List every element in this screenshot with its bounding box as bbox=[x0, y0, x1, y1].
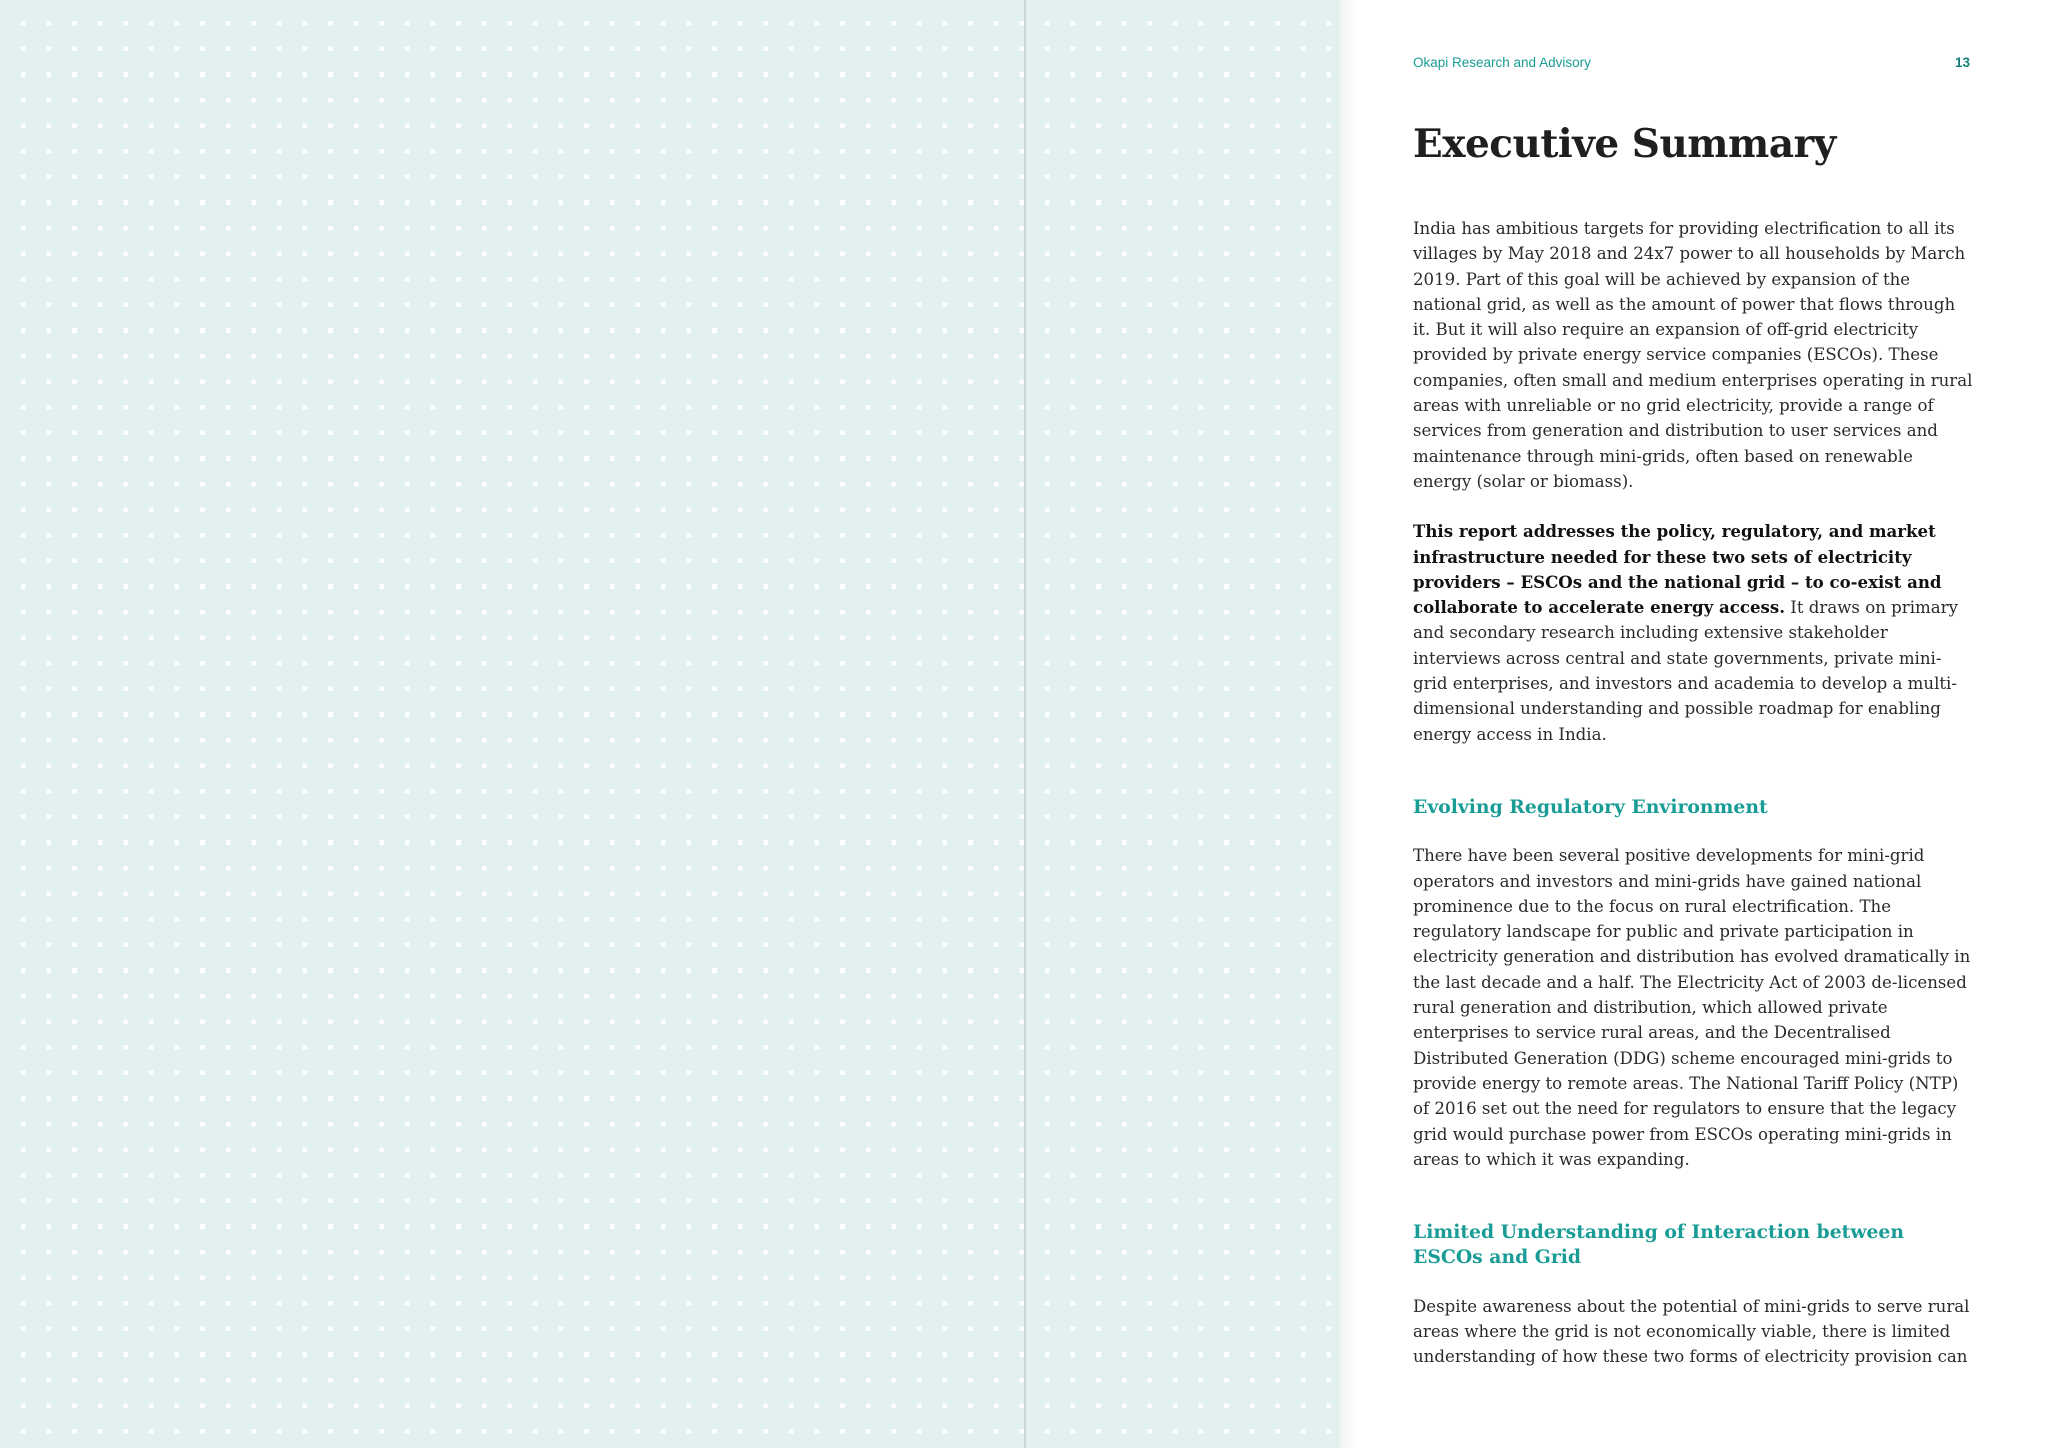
report-paragraph bbox=[1413, 519, 1973, 747]
section-body-escos-grid: Despite awareness about the potential of mini-grids to serve rural areas where the grid is not economically viable, there is limited understanding of how these two forms of electricity provision can bbox=[1413, 1296, 1970, 1367]
page-title: Executive Summary bbox=[1413, 121, 1836, 167]
page-number: 13 bbox=[1954, 55, 1970, 70]
intro-paragraph: India has ambitious targets for providing electrification to all its villages by May 2018 and 24x7 power to all households by March 2019. Part of this goal will be achieved by expansion of the national grid, as well as the amount of power that flows through it. But it will also require an expansion of off-grid electricity provided by private energy service companies (ESCOs). These companies, often small and medium enterprises operating in rural areas with unreliable or no grid electricity, provide a range of services from generation and distribution to user services and maintenance through mini-grids, often based on renewable energy (solar or biomass). bbox=[1413, 219, 1973, 491]
page-divider-line bbox=[1024, 0, 1026, 1448]
section-heading-escos-grid: Limited Understanding of Interaction between ESCOs and Grid bbox=[1413, 1221, 1905, 1269]
section-body-regulatory: There have been several positive developments for mini-grid operators and investors and mini-grids have gained national prominence due to the focus on rural electrification. The regulatory landscape for public and private participation in electricity generation and distribution has evolved dramatically in the last decade and a half. The Electricity Act of 2003 de-licensed rural generation and distribution, which allowed private enterprises to service rural areas, and the Decentralised Distributed Generation (DDG) scheme encouraged mini-grids to provide energy to remote areas. The National Tariff Policy (NTP) of 2016 set out the need for regulators to ensure that the legacy grid would purchase power from ESCOs operating mini-grids in areas to which it was expanding. bbox=[1413, 846, 1971, 1169]
report-paragraph-rest: It draws on primary and secondary research including extensive stakeholder interviews across central and state governments, private mini-grid enterprises, and investors and academia to develop a multi-dimensional understanding and possible roadmap for enabling energy access in India. bbox=[1413, 598, 1958, 744]
text-page bbox=[1340, 0, 2048, 1448]
running-head bbox=[1413, 55, 1970, 70]
section-heading-regulatory: Evolving Regulatory Environment bbox=[1413, 795, 1768, 818]
publisher-name: Okapi Research and Advisory bbox=[1413, 55, 1591, 70]
page-content bbox=[1413, 118, 1973, 1395]
report-paragraph-bold-lead: This report addresses the policy, regulatory, and market infrastructure needed for these two sets of electricity providers – ESCOs and the national grid – to co-exist and collaborate to accelerate energy access. bbox=[1413, 521, 1942, 618]
